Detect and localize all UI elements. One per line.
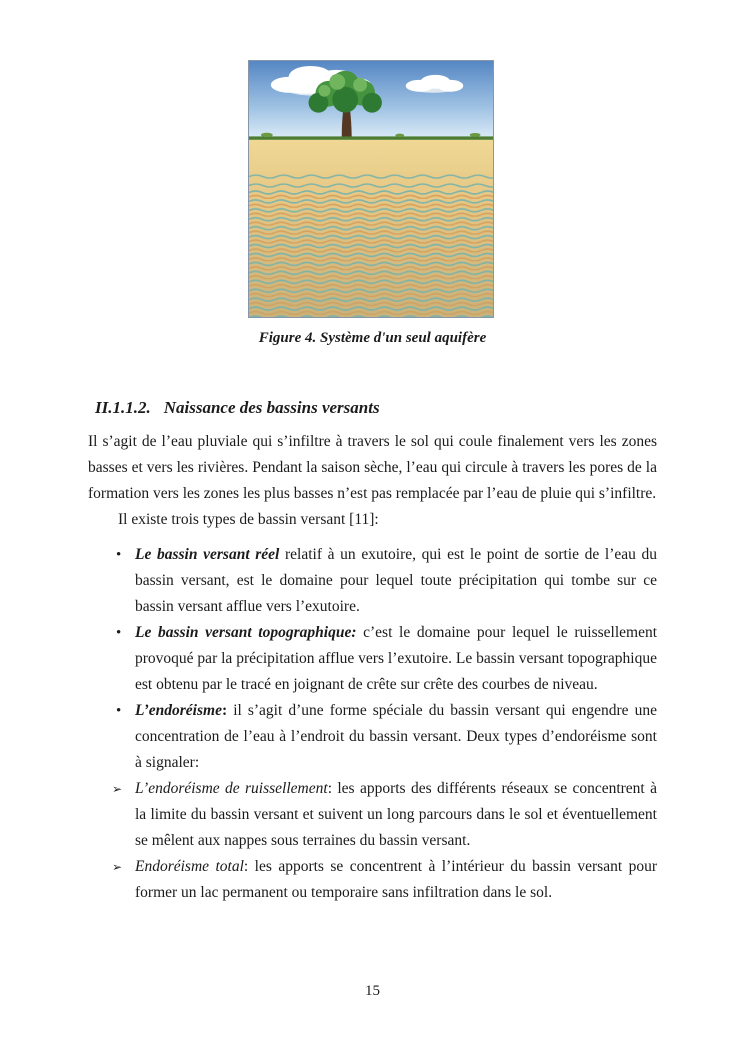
sub-lead: Endoréisme total bbox=[135, 858, 244, 875]
bullet-marker: • bbox=[116, 625, 122, 641]
section-heading bbox=[95, 398, 380, 418]
sub-lead: L’endoréisme de ruissellement bbox=[135, 780, 328, 797]
bullet-list bbox=[88, 542, 657, 906]
section-number: II.1.1.2. bbox=[95, 398, 151, 417]
bullet-marker: • bbox=[116, 547, 122, 563]
lead-in-paragraph: Il existe trois types de bassin versant [11]: bbox=[118, 511, 379, 528]
figure-caption: Figure 4. Système d'un seul aquifère bbox=[258, 330, 487, 346]
section-title: Naissance des bassins versants bbox=[163, 398, 380, 417]
arrow-bullet-icon: ➢ bbox=[112, 860, 123, 874]
ground-surface bbox=[249, 136, 493, 139]
aquifer-figure-image bbox=[248, 60, 494, 318]
bullet-lead: Le bassin versant réel bbox=[135, 546, 280, 563]
bullet-lead: L’endoréisme bbox=[135, 702, 222, 719]
bullet-item-bassin-versant-topographique bbox=[88, 620, 657, 698]
bullet-lead-colon: : bbox=[221, 702, 228, 719]
body-content bbox=[88, 429, 657, 906]
sand-layer bbox=[249, 140, 493, 173]
aquifer-figure-svg bbox=[249, 61, 493, 317]
bullet-text: c’est le domaine pour lequel le ruissellement provoqué par la précipitation afflue vers l’exutoire. Le bassin versant topographique est obtenu par le tracé en joignant de crête sur crête des courbes de niveau. bbox=[135, 624, 658, 693]
aquifer-depth-tint bbox=[249, 190, 493, 317]
page-number: 15 bbox=[365, 983, 380, 999]
bullet-marker: • bbox=[116, 703, 122, 719]
sub-bullet-list bbox=[55, 776, 657, 906]
sub-item-endoreisme-ruissellement bbox=[55, 776, 657, 854]
sub-text: : les apports des différents réseaux se concentrent à la limite du bassin versant et suivent un long parcours dans le sol et éventuellement se mêlent aux nappes sous terraines du bassin versant. bbox=[135, 780, 657, 849]
bullet-lead: Le bassin versant topographique: bbox=[135, 624, 357, 641]
sub-item-endoreisme-total bbox=[55, 854, 657, 906]
intro-paragraph: Il s’agit de l’eau pluviale qui s’infiltre à travers le sol qui coule finalement vers les zones basses et vers les rivières. Pendant la saison sèche, l’eau qui circule à travers les pores de la formation vers les zones les plus basses n’est pas remplacée par l’eau de pluie qui s’infiltre. bbox=[88, 433, 657, 502]
bullet-item-endoreisme bbox=[88, 698, 657, 906]
water-table-sparse-waves bbox=[249, 172, 493, 190]
bullet-text: il s’agit d’une forme spéciale du bassin versant qui engendre une concentration de l’eau à l’endroit du bassin versant. Deux types d’endoréisme sont à signaler: bbox=[135, 702, 657, 771]
bullet-item-bassin-versant-reel bbox=[88, 542, 657, 620]
bullet-text: relatif à un exutoire, qui est le point de sortie de l’eau du bassin versant, est le domaine pour lequel toute précipitation qui tombe sur ce bassin versant afflue vers l’exutoire. bbox=[135, 546, 658, 615]
arrow-bullet-icon: ➢ bbox=[112, 782, 123, 796]
sub-text: : les apports se concentrent à l’intérieur du bassin versant pour former un lac permanent ou temporaire sans infiltration dans le sol. bbox=[135, 858, 657, 901]
